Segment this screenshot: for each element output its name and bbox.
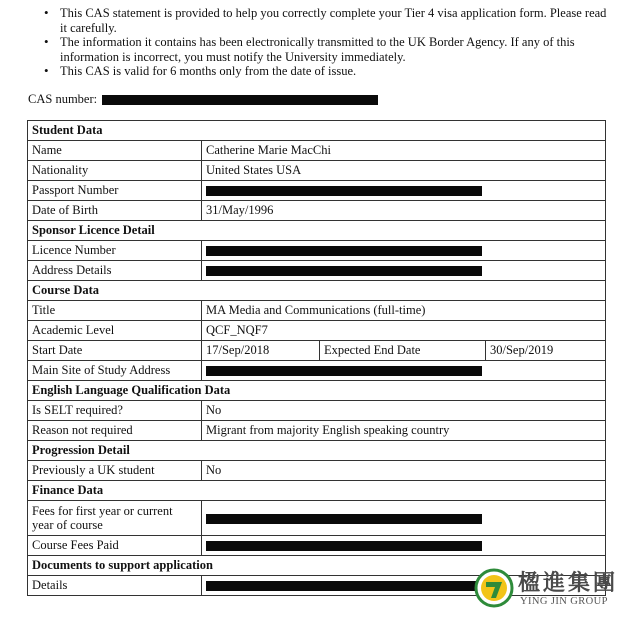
field-label: Details: [28, 576, 202, 596]
field-label: Name: [28, 141, 202, 161]
field-value: 31/May/1996: [202, 201, 606, 221]
section-heading: Course Data: [28, 281, 606, 301]
ying-jin-group-logo: [474, 566, 624, 616]
field-label: Title: [28, 301, 202, 321]
section-heading: Documents to support application: [28, 556, 606, 576]
field-value: [202, 536, 606, 556]
field-label: Nationality: [28, 161, 202, 181]
field-value: No: [202, 401, 606, 421]
field-label: Previously a UK student: [28, 461, 202, 481]
section-row: [28, 121, 606, 141]
field-value: 17/Sep/2018: [202, 341, 320, 361]
section-row: [28, 441, 606, 461]
section-heading: Progression Detail: [28, 441, 606, 461]
logo-chinese-text: 楹進集團: [518, 571, 619, 596]
field-value: Catherine Marie MacChi: [202, 141, 606, 161]
note-item: • This CAS is valid for 6 months only from the date of issue.: [44, 64, 614, 79]
section-row: [28, 281, 606, 301]
field-value: [202, 501, 606, 536]
field-label: Passport Number: [28, 181, 202, 201]
cas-number-row: [28, 92, 97, 107]
table-row: [28, 401, 606, 421]
section-heading: English Language Qualification Data: [28, 381, 606, 401]
field-value: [202, 181, 606, 201]
note-item: • The information it contains has been electronically transmitted to the UK Border Agency. If any of this information is incorrect, you must notify the University immediately.: [44, 35, 614, 64]
field-value: [202, 361, 606, 381]
instruction-notes: [44, 6, 614, 79]
table-row: [28, 536, 606, 556]
field-value: No: [202, 461, 606, 481]
table-row: [28, 241, 606, 261]
section-row: [28, 481, 606, 501]
field-label: Reason not required: [28, 421, 202, 441]
cas-number-label: CAS number:: [28, 92, 98, 106]
field-label: Date of Birth: [28, 201, 202, 221]
note-item: • This CAS statement is provided to help you correctly complete your Tier 4 visa application form. Please read it carefully.: [44, 6, 614, 35]
field-label: Fees for first year or current year of course: [28, 501, 202, 536]
field-value: MA Media and Communications (full-time): [202, 301, 606, 321]
table-row: [28, 341, 606, 361]
redaction-bar: [206, 366, 482, 376]
section-row: [28, 381, 606, 401]
redaction-bar: [206, 514, 482, 524]
logo-emblem-icon: [474, 568, 514, 608]
section-heading: Sponsor Licence Detail: [28, 221, 606, 241]
table-row: [28, 181, 606, 201]
redaction-bar: [102, 95, 378, 105]
table-row: [28, 301, 606, 321]
redaction-bar: [206, 186, 482, 196]
field-value: Migrant from majority English speaking country: [202, 421, 606, 441]
table-row: [28, 161, 606, 181]
cas-data-table: [27, 120, 606, 596]
redaction-bar: [206, 541, 482, 551]
table-row: [28, 201, 606, 221]
field-value: QCF_NQF7: [202, 321, 606, 341]
section-heading: Student Data: [28, 121, 606, 141]
logo-english-text: YING JIN GROUP: [520, 596, 608, 607]
table-row: [28, 421, 606, 441]
field-value: [202, 261, 606, 281]
field-label: Main Site of Study Address: [28, 361, 202, 381]
section-row: [28, 221, 606, 241]
section-heading: Finance Data: [28, 481, 606, 501]
table-row: [28, 361, 606, 381]
table-row: [28, 501, 606, 536]
field-label: Is SELT required?: [28, 401, 202, 421]
redaction-bar: [206, 266, 482, 276]
field-label: Expected End Date: [320, 341, 486, 361]
field-value: 30/Sep/2019: [486, 341, 606, 361]
field-label: Licence Number: [28, 241, 202, 261]
redaction-bar: [206, 581, 482, 591]
table-row: [28, 461, 606, 481]
field-label: Start Date: [28, 341, 202, 361]
table-row: [28, 321, 606, 341]
field-label: Academic Level: [28, 321, 202, 341]
field-value: United States USA: [202, 161, 606, 181]
redaction-bar: [206, 246, 482, 256]
table-row: [28, 261, 606, 281]
field-label: Course Fees Paid: [28, 536, 202, 556]
table-row: [28, 141, 606, 161]
field-value: [202, 241, 606, 261]
field-label: Address Details: [28, 261, 202, 281]
